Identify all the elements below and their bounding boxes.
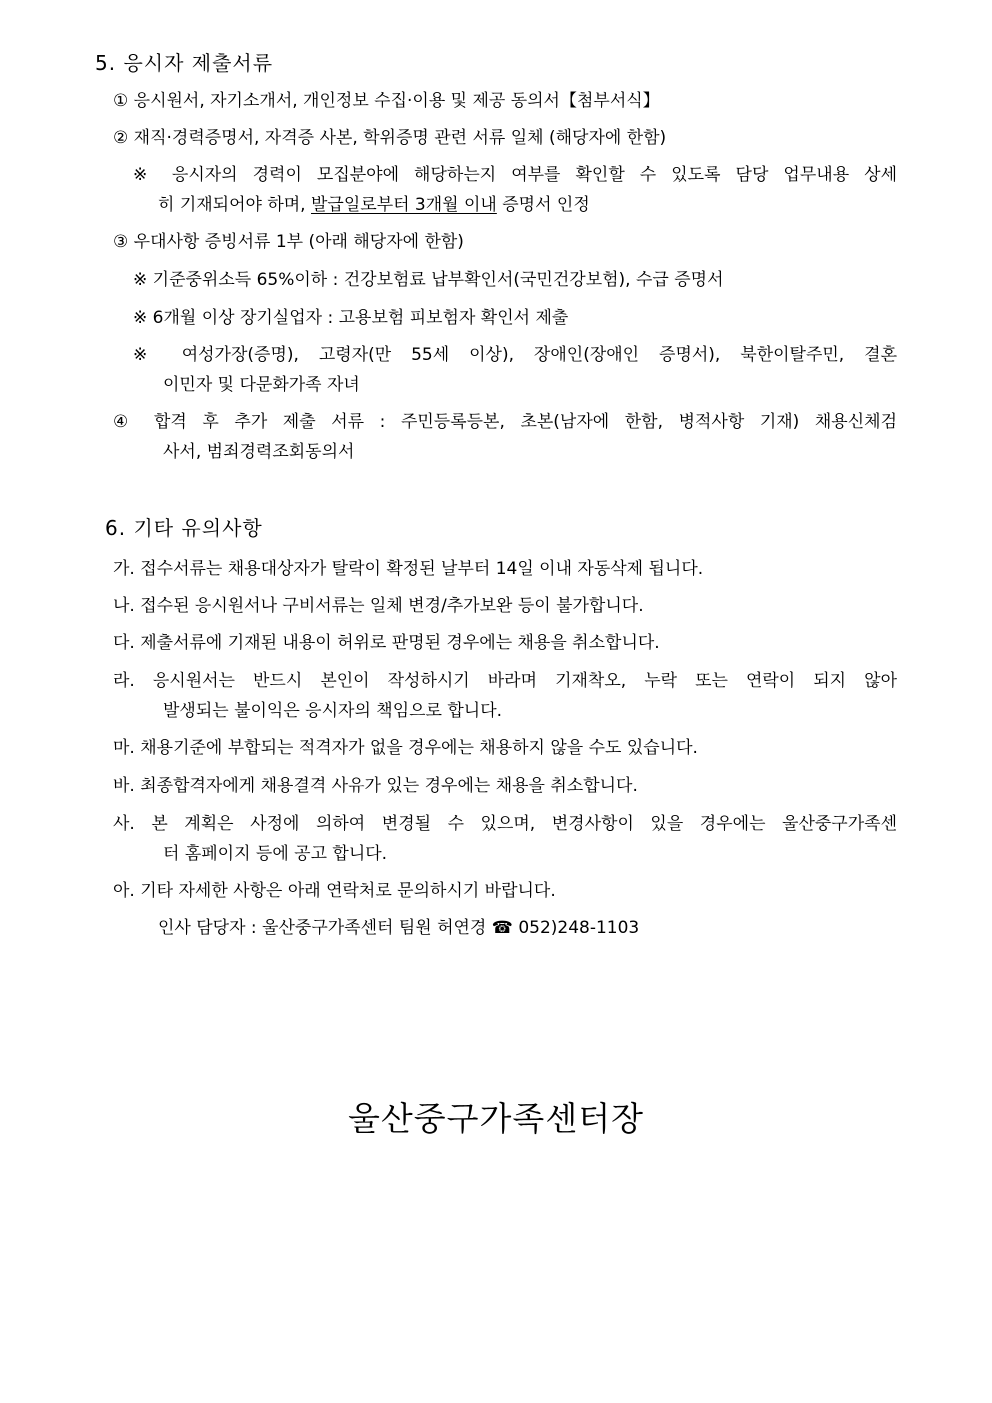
section6-item-a: 아. 기타 자세한 사항은 아래 연락처로 문의하시기 바랍니다.: [113, 881, 556, 901]
section5-item1: ① 응시원서, 자기소개서, 개인정보 수집·이용 및 제공 동의서【첨부서식】: [113, 91, 660, 111]
note1-underlined-period: 발급일로부터 3개월 이내: [311, 195, 497, 215]
contact-line: 인사 담당자 : 울산중구가족센터 팀원 허연경 ☎ 052)248-1103: [158, 918, 640, 938]
signature-title: 울산중구가족센터장: [348, 1099, 644, 1138]
section5-note3a: ※ 기준중위소득 65%이하 : 건강보험료 납부확인서(국민건강보험), 수급 증명서: [133, 270, 724, 290]
section6-item-ga: 가. 접수서류는 채용대상자가 탈락이 확정된 날부터 14일 이내 자동삭제 됩니다.: [113, 559, 704, 579]
section6-item-ba: 바. 최종합격자에게 채용결격 사유가 있는 경우에는 채용을 취소합니다.: [113, 776, 638, 796]
section5-item4-line1: ④ 합격 후 추가 제출 서류 : 주민등록등본, 초본(남자에 한함, 병적사항 기재) 채용신체검: [113, 412, 897, 432]
note1-text-post: 증명서 인정: [496, 195, 590, 215]
section6-item-ra-line1: 라. 응시원서는 반드시 본인이 작성하시기 바라며 기재착오, 누락 또는 연락이 되지 않아: [113, 671, 897, 691]
section6-item-da: 다. 제출서류에 기재된 내용이 허위로 판명된 경우에는 채용을 취소합니다.: [113, 633, 660, 653]
section5-note3c-line1: ※ 여성가장(증명), 고령자(만 55세 이상), 장애인(장애인 증명서), 북한이탈주민, 결혼: [133, 345, 897, 365]
section5-note3c-line2: 이민자 및 다문화가족 자녀: [163, 375, 360, 395]
section6-item-ma: 마. 채용기준에 부합되는 적격자가 없을 경우에는 채용하지 않을 수도 있습니다.: [113, 738, 698, 758]
section6-item-ra-line2: 발생되는 불이익은 응시자의 책임으로 합니다.: [163, 701, 503, 721]
section5-item3: ③ 우대사항 증빙서류 1부 (아래 해당자에 한함): [113, 232, 464, 252]
section5-note3b: ※ 6개월 이상 장기실업자 : 고용보험 피보험자 확인서 제출: [133, 308, 569, 328]
section5-item4-line2: 사서, 범죄경력조회동의서: [163, 442, 355, 462]
note1-text-pre: 히 기재되어야 하며,: [158, 195, 311, 215]
section5-heading: 5. 응시자 제출서류: [95, 51, 274, 75]
section6-item-sa-line2: 터 홈페이지 등에 공고 합니다.: [163, 844, 388, 864]
section5-item2: ② 재직·경력증명서, 자격증 사본, 학위증명 관련 서류 일체 (해당자에 한함): [113, 128, 667, 148]
section5-note1-line2: [158, 194, 590, 216]
section6-item-na: 나. 접수된 응시원서나 구비서류는 일체 변경/추가보완 등이 불가합니다.: [113, 596, 644, 616]
section6-item-sa-line1: 사. 본 계획은 사정에 의하여 변경될 수 있으며, 변경사항이 있을 경우에는 울산중구가족센: [113, 814, 897, 834]
section6-heading: 6. 기타 유의사항: [105, 516, 263, 540]
section5-note1-line1: ※ 응시자의 경력이 모집분야에 해당하는지 여부를 확인할 수 있도록 담당 업무내용 상세: [133, 165, 897, 185]
